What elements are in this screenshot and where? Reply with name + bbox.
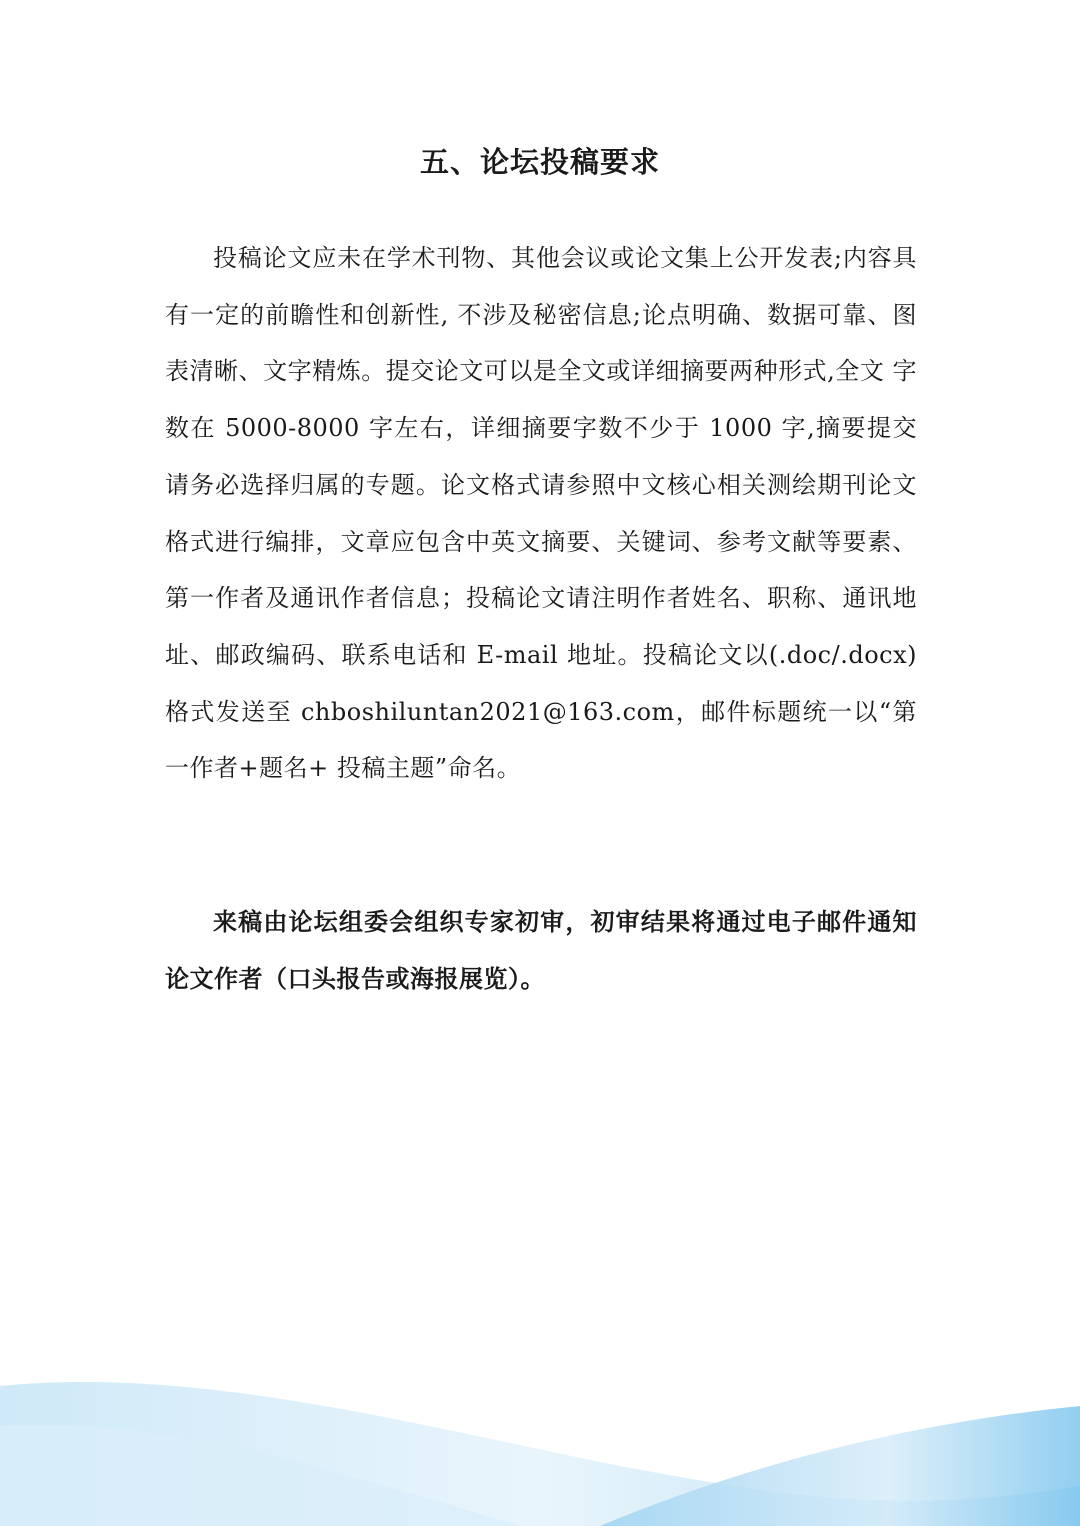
page-title: 五、论坛投稿要求 xyxy=(419,145,660,179)
submission-requirements-paragraph: 投稿论文应未在学术刊物、其他会议或论文集上公开发表;内容具有一定的前瞻性和创新性, 不涉及秘密信息;论点明确、数据可靠、图表清晰、文字精炼。提交论文可以是全文或详细摘要两种形式,全文 字数在 5000-8000 字左右，详细摘要字数不少于 1000 字,摘要提交请务必选择归属的专题。论文格式请参照中文核心相关测绘期刊论文格式进行编排，文章应包含中英文摘要、关键词、参考文献等要素、第一作者及通讯作者信息；投稿论文请注明作者姓名、职称、通讯地址、邮政编码、联系电话和 E-mail 地址。投稿论文以(.doc/.docx)格式发送至 chboshiluntan2021@163.com，邮件标题统一以“第一作者+题名+ 投稿主题”命名。 xyxy=(165,244,917,783)
wave-front xyxy=(600,1406,1080,1526)
bottom-wave-decoration xyxy=(0,1366,1080,1526)
review-notice-paragraph: 来稿由论坛组委会组织专家初审，初审结果将通过电子邮件通知论文作者（口头报告或海报展览）。 xyxy=(165,908,917,993)
